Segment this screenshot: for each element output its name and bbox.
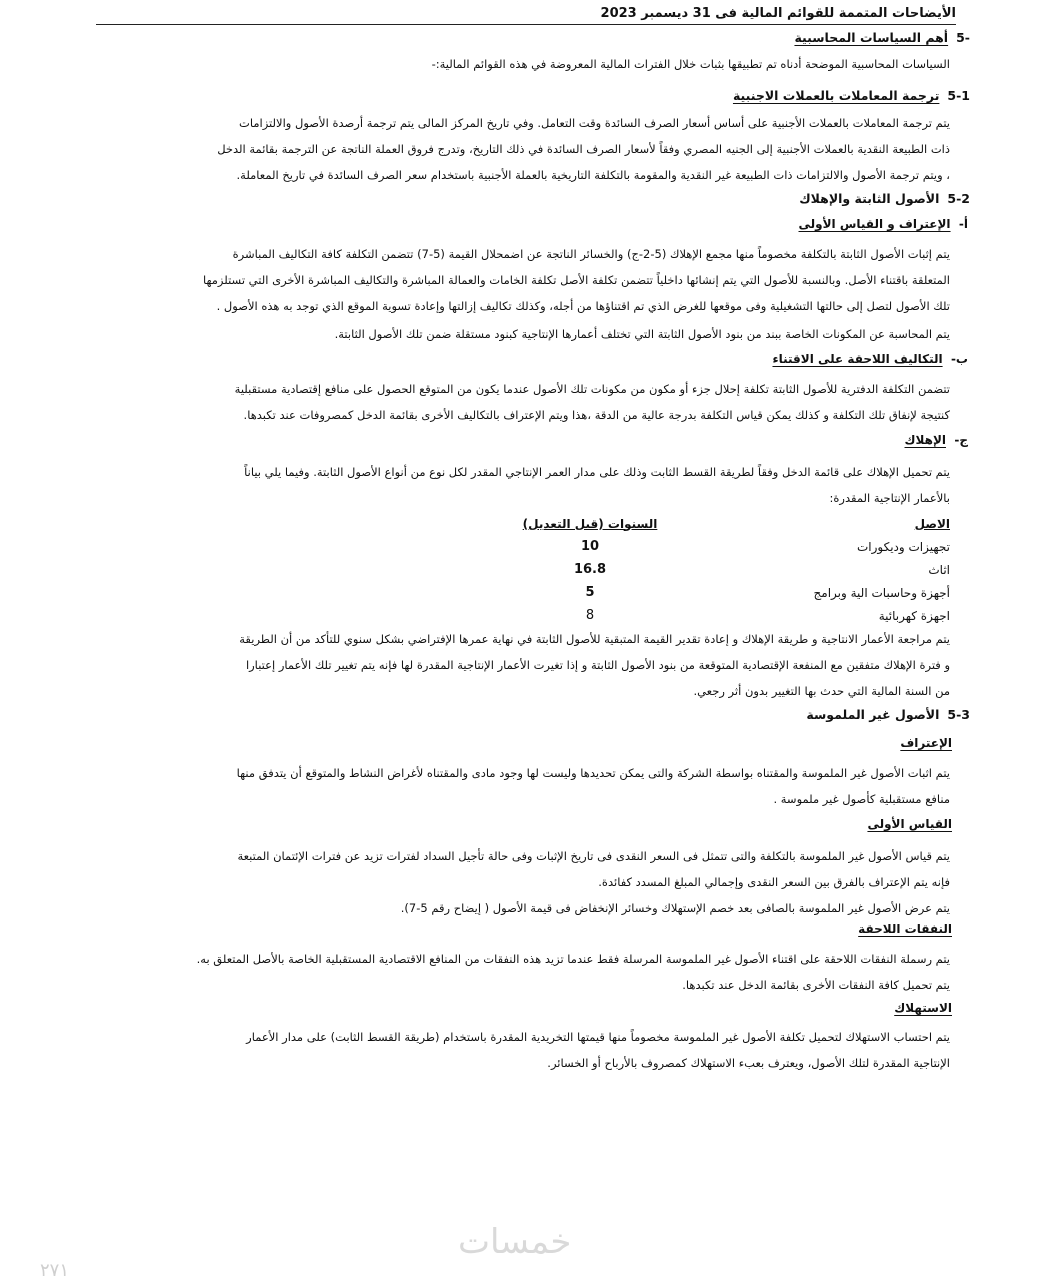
page-number: ٢٧١ bbox=[40, 1260, 70, 1281]
subsection-b-body bbox=[150, 376, 950, 428]
subsequent-costs-body bbox=[110, 946, 950, 998]
section-5-1-body bbox=[150, 110, 950, 188]
subsection-a-heading bbox=[799, 217, 968, 231]
paragraph-line: بالأعمار الإنتاجية المقدرة: bbox=[829, 491, 950, 505]
paragraph-line: و فترة الإهلاك متفقين مع المنفعة الإقتصادية المتوقعة من بنود الأصول الثابتة و إذا تغيرت الأعمار الإنتاجية المقدرة لها فإنه يتم تغيير تلك الأعمار إعتبارا bbox=[245, 658, 950, 672]
paragraph-line: من السنة المالية التي حدث بها التغيير بدون أثر رجعي. bbox=[693, 684, 950, 698]
paragraph-line: يتم ترجمة المعاملات بالعملات الأجنبية على أساس أسعار الصرف السائدة وقت التعامل. وفي تاريخ المركز المالى يتم ترجمة أرصدة الأصول والالتزامات bbox=[239, 116, 950, 130]
paragraph-line: تلك الأصول لتصل إلى حالتها التشغيلية وفى موقعها للغرض الذي تم اقتناؤها من أجله، وكذلك تكاليف إزالتها وإعادة تسوية الموقع الذي توجد به هذه الأصول . bbox=[216, 299, 950, 313]
recognition-title: الإعتراف bbox=[900, 736, 952, 750]
subsection-a-note bbox=[150, 321, 950, 347]
paragraph-line: كنتيجة لإنفاق تلك التكلفة و كذلك يمكن قياس التكلفة بدرجة عالية من الدقة ،هذا ويتم الإعتراف بالتكاليف الأخرى بقائمة الدخل كمصروفات عند تكبدها. bbox=[243, 408, 950, 422]
paragraph-line: السياسات المحاسبية الموضحة أدناه تم تطبيقها بثبات خلال الفترات المالية المعروضة في هذه القوائم المالية:- bbox=[431, 57, 950, 71]
initial-measurement-body bbox=[150, 843, 950, 921]
subsection-a-number: أ- bbox=[958, 217, 968, 231]
paragraph-line: ، ويتم ترجمة الأصول والالتزامات ذات الطبيعة غير النقدية والمقومة بالتكلفة التاريخية بالعملة الأجنبية باستخدام سعر الصرف السائدة في تاريخ المعاملة. bbox=[236, 168, 950, 182]
table-row bbox=[510, 535, 950, 558]
section-5-3-heading bbox=[806, 707, 970, 722]
section-5-body bbox=[150, 51, 950, 77]
paragraph-line: منافع مستقبلية كأصول غير ملموسة . bbox=[773, 792, 950, 806]
paragraph-line: يتم رسملة النفقات اللاحقة على اقتناء الأصول غير الملموسة المرسلة فقط عندما تزيد هذه النفقات من المنافع الاقتصادية المستقبلية الخاصة بالأصل المتعلق به. bbox=[196, 952, 950, 966]
section-5-title: أهم السياسات المحاسبية bbox=[794, 30, 949, 45]
asset-name: تجهيزات وديكورات bbox=[856, 539, 950, 554]
paragraph-line: فإنه يتم الإعتراف بالفرق بين السعر النقدى وإجمالي المبلغ المسدد كفائدة. bbox=[598, 875, 950, 889]
paragraph-line: ذات الطبيعة النقدية بالعملات الأجنبية إلى الجنيه المصري وفقاً لأسعار الصرف السائدة في ذلك التاريخ، وتدرج فروق العملة الناتجة عن الترجمة بقائمة الدخل bbox=[217, 142, 950, 156]
subsection-c-body bbox=[150, 459, 950, 511]
asset-years: 16.8 bbox=[573, 562, 607, 577]
section-5-heading bbox=[794, 30, 970, 45]
paragraph-line: تتضمن التكلفة الدفترية للأصول الثابتة تكلفة إحلال جزء أو مكون من مكونات تلك الأصول عندما يكون من المتوقع الحصول على منافع إقتصادية مستقبلية bbox=[234, 382, 950, 396]
section-5-1-number: 5-1 bbox=[947, 88, 970, 103]
watermark: خمسات bbox=[458, 1222, 572, 1262]
amortization-title: الاستهلاك bbox=[894, 1001, 952, 1015]
subsection-a-title: الإعتراف و القياس الأولى bbox=[798, 217, 951, 231]
section-5-2-number: 5-2 bbox=[947, 191, 970, 206]
asset-years: 5 bbox=[585, 585, 595, 600]
paragraph-line: يتم تحميل كافة النفقات الأخرى بقائمة الدخل عند تكبدها. bbox=[682, 978, 950, 992]
amortization-heading bbox=[894, 1001, 952, 1015]
section-5-1-heading bbox=[733, 88, 970, 103]
subsection-c-number: ج- bbox=[954, 433, 968, 447]
asset-name: أجهزة وحاسبات الية وبرامج bbox=[813, 585, 950, 600]
initial-measurement-title: القياس الأولى bbox=[867, 817, 952, 831]
initial-measurement-heading bbox=[867, 817, 952, 831]
paragraph-line: المتعلقة باقتناء الأصل. وبالنسبة للأصول التي يتم إنشائها داخلياً تتضمن تكلفة الأصل تكلفة الخامات والعمالة المباشرة والتكاليف المباشرة الأخرى التي تستلزمها bbox=[202, 273, 950, 287]
table-header-row bbox=[510, 512, 950, 535]
section-5-2-title: الأصول الثابتة والإهلاك bbox=[799, 191, 940, 206]
paragraph-line: يتم مراجعة الأعمار الانتاجية و طريقة الإهلاك و إعادة تقدير القيمة المتبقية للأصول الثابتة في نهاية عمرها الإفتراضي بشكل سنوي للتأكد من أن الطريقة bbox=[239, 632, 950, 646]
subsequent-costs-title: النفقات اللاحقة bbox=[858, 922, 952, 936]
useful-lives-table bbox=[510, 512, 950, 627]
subsection-c-review bbox=[150, 626, 950, 704]
section-5-3-number: 5-3 bbox=[947, 707, 970, 722]
subsection-b-number: ب- bbox=[950, 352, 968, 366]
table-row bbox=[510, 604, 950, 627]
section-5-1-title: ترجمة المعاملات بالعملات الاجنبية bbox=[732, 88, 940, 103]
table-row bbox=[510, 581, 950, 604]
subsection-b-title: التكاليف اللاحقة على الاقتناء bbox=[772, 352, 943, 366]
subsequent-costs-heading bbox=[858, 922, 952, 936]
column-header-asset: الاصل bbox=[914, 516, 950, 531]
table-row bbox=[510, 558, 950, 581]
paragraph-line: يتم تحميل الإهلاك على قائمة الدخل وفقاً لطريقة القسط الثابت وذلك على مدار العمر الإنتاجي المقدر لكل نوع من أنواع الأصول الثابتة. وفيما يلي بياناً bbox=[244, 465, 950, 479]
paragraph-line: يتم اثبات الأصول غير الملموسة والمقتناه بواسطة الشركة والتى يمكن تحديدها وليست لها وجود مادى والمقتناه لأغراض النشاط والمتوقع أن يتدفق منها bbox=[236, 766, 950, 780]
subsection-b-heading bbox=[772, 352, 968, 366]
recognition-heading bbox=[900, 736, 952, 750]
asset-name: اجهزة كهربائية bbox=[878, 608, 950, 623]
amortization-body bbox=[150, 1024, 950, 1076]
subsection-c-title: الإهلاك bbox=[904, 433, 946, 447]
column-header-years: السنوات (قبل التعديل) bbox=[522, 516, 658, 531]
subsection-a-body bbox=[150, 241, 950, 319]
asset-years: 8 bbox=[585, 608, 595, 623]
paragraph-line: يتم إثبات الأصول الثابتة بالتكلفة مخصوماً منها مجمع الإهلاك (5-2-ج) والخسائر الناتجة عن اضمحلال القيمة (5-7) تتضمن التكلفة كافة التكاليف المباشرة bbox=[232, 247, 950, 261]
page-header: الأيضاحات المتممة للقوائم المالية فى 31 ديسمبر 2023 bbox=[96, 6, 956, 25]
paragraph-line: الإنتاجية المقدرة لتلك الأصول، ويعترف بعبء الاستهلاك كمصروف بالأرباح أو الخسائر. bbox=[547, 1056, 950, 1070]
section-5-2-heading bbox=[799, 191, 970, 206]
asset-name: اثاث bbox=[928, 562, 950, 577]
paragraph-line: يتم احتساب الاستهلاك لتحميل تكلفة الأصول غير الملموسة مخصوماً منها قيمتها التخريدية المقدرة باستخدام (طريقة القسط الثابت) على مدار الأعمار bbox=[246, 1030, 950, 1044]
paragraph-line: يتم عرض الأصول غير الملموسة بالصافى بعد خصم الإستهلاك وخسائر الإنخفاض فى قيمة الأصول ( إيضاح رقم 5-7). bbox=[400, 901, 950, 915]
section-5-number: -5 bbox=[956, 30, 970, 45]
paragraph-line: يتم المحاسبة عن المكونات الخاصة ببند من بنود الأصول الثابتة التي تختلف أعمارها الإنتاجية كبنود مستقلة ضمن تلك الأصول الثابتة. bbox=[334, 327, 950, 341]
subsection-c-heading bbox=[905, 433, 968, 447]
recognition-body bbox=[150, 760, 950, 812]
paragraph-line: يتم قياس الأصول غير الملموسة بالتكلفة والتى تتمثل فى السعر النقدى فى تاريخ الإثبات وفى حالة تأجيل السداد لفترات تزيد عن فترات الإئتمان المتبعة bbox=[237, 849, 950, 863]
section-5-3-title: الأصول غير الملموسة bbox=[806, 707, 940, 722]
asset-years: 10 bbox=[580, 539, 600, 554]
